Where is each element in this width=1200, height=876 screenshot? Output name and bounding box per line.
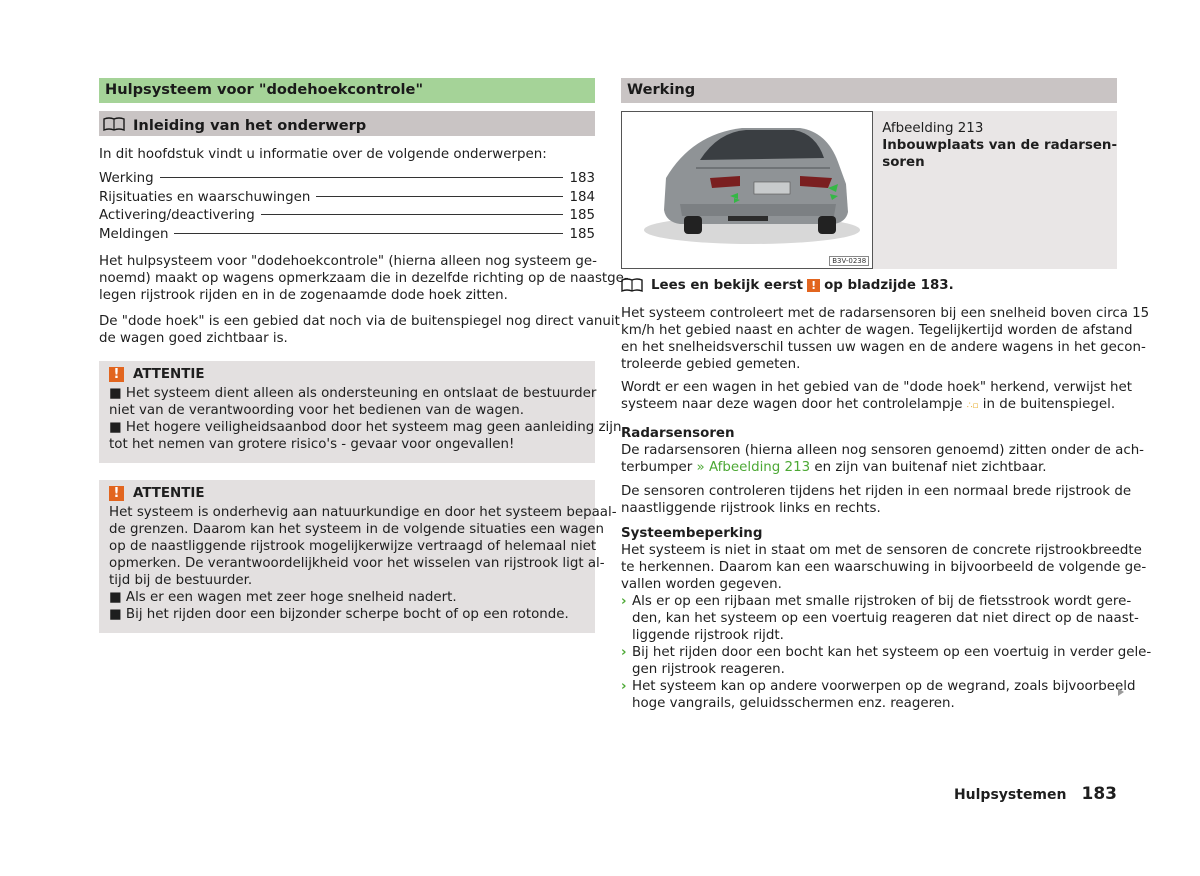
- subsection-title: Inleiding van het onderwerp: [133, 116, 367, 134]
- toc-item[interactable]: [99, 207, 595, 226]
- intro-paragraph: [99, 253, 629, 304]
- figure-code: B3V-0238: [829, 256, 869, 266]
- chevron-right-icon: ›: [621, 679, 627, 694]
- limits-paragraph: [621, 542, 1147, 593]
- text-line: Het systeem is onderhevig aan natuurkundige en door het systeem bepaal-: [109, 505, 617, 520]
- text-line: vallen worden gegeven.: [621, 577, 782, 592]
- toc-leader: [261, 214, 564, 215]
- toc-item[interactable]: [99, 170, 595, 189]
- figure: [621, 111, 1117, 269]
- limits-list: [621, 593, 1152, 712]
- warning-header: [109, 366, 585, 382]
- text-line: naastliggende rijstrook links en rechts.: [621, 501, 881, 516]
- footer-section: Hulpsystemen: [953, 787, 1067, 803]
- list-item: [621, 644, 1152, 678]
- text-line: legen rijstrook rijden en in de zogenaamde dode hoek zitten.: [99, 288, 508, 303]
- text-line: ■ Bij het rijden door een bijzonder scherpe bocht of op een rotonde.: [109, 607, 569, 622]
- list-item-text: [632, 644, 1151, 678]
- blind-spot-paragraph: [99, 313, 620, 347]
- text-line: ■ Als er een wagen met zeer hoge snelheid nadert.: [109, 590, 457, 605]
- radar-paragraph: [621, 442, 1145, 476]
- car-illustration: [622, 112, 873, 268]
- text-line: ■ Het hogere veiligheidsaanbod door het systeem mag geen aanleiding zijn: [109, 420, 622, 435]
- toc-page: 185: [569, 208, 595, 223]
- figure-label: Afbeelding 213: [882, 121, 984, 136]
- see-first-page: op bladzijde 183.: [824, 278, 954, 293]
- section-title: Werking: [621, 78, 1117, 103]
- text-fragment: en zijn van buitenaf niet zichtbaar.: [814, 460, 1047, 475]
- text-line: De "dode hoek" is een gebied dat noch via de buitenspiegel nog direct vanuit: [99, 314, 620, 329]
- text-line: liggende rijstrook rijdt.: [632, 628, 784, 643]
- figure-caption: [873, 111, 1117, 269]
- radar-heading: Radarsensoren: [621, 426, 735, 441]
- warning-title: ATTENTIE: [133, 485, 205, 501]
- warning-body: [109, 504, 617, 623]
- book-icon: [621, 278, 643, 292]
- toc-leader: [316, 196, 563, 197]
- chevron-right-icon: ›: [621, 594, 627, 609]
- text-line: km/h het gebied naast en achter de wagen. Tegelijkertijd worden de afstand: [621, 323, 1133, 338]
- sensors-paragraph: [621, 483, 1132, 517]
- chevron-right-icon: ›: [621, 645, 627, 660]
- toc-leader: [174, 233, 563, 234]
- text-line: Het hulpsysteem voor "dodehoekcontrole" (hierna alleen nog systeem ge-: [99, 254, 597, 269]
- text-line: opmerken. De verantwoordelijkheid voor het wisselen van rijstrook ligt al-: [109, 556, 605, 571]
- right-column: [621, 78, 1152, 712]
- text-line: tot het nemen van grotere risico's - gevaar voor ongevallen!: [109, 437, 515, 452]
- text-line: op de naastliggende rijstrook mogelijkerwijze vertraagd of helemaal niet: [109, 539, 597, 554]
- detection-paragraph: [621, 379, 1133, 415]
- toc-page: 184: [569, 189, 595, 205]
- text-line: Het systeem kan op andere voorwerpen op de wegrand, zoals bijvoorbeeld: [632, 679, 1136, 694]
- text-line: gen rijstrook reageren.: [632, 662, 785, 677]
- text-line: den, kan het systeem op een voertuig reageren dat niet direct op de naast-: [632, 611, 1139, 626]
- list-item: [621, 593, 1139, 644]
- warning-box: [99, 361, 622, 463]
- operation-paragraph: [621, 305, 1150, 373]
- car-rear-image: [621, 111, 873, 269]
- text-line: soren: [882, 155, 925, 170]
- section-title: Hulpsysteem voor "dodehoekcontrole": [99, 78, 595, 103]
- subsection-header: [99, 111, 595, 136]
- limits-heading: Systeembeperking: [621, 526, 763, 541]
- toc-page: 185: [569, 226, 595, 242]
- text-line: [621, 396, 1117, 415]
- text-line: niet van de verantwoording voor het bedienen van de wagen.: [109, 403, 524, 418]
- text-line: ■ Het systeem dient alleen als ondersteuning en ontslaat de bestuurder: [109, 386, 597, 401]
- toc-leader: [160, 177, 564, 178]
- text-line: noemd) maakt op wagens opmerkzaam die in dezelfde richting op de naastge-: [99, 271, 629, 286]
- page-footer: [953, 784, 1117, 804]
- next-page-arrow-icon[interactable]: [1118, 688, 1124, 696]
- warning-body: [109, 385, 622, 453]
- warning-icon: [109, 486, 124, 501]
- text-line: De radarsensoren (hierna alleen nog sensoren genoemd) zitten onder de ach-: [621, 443, 1145, 458]
- text-line: Bij het rijden door een bocht kan het systeem op een voertuig in verder gele-: [632, 645, 1152, 660]
- book-icon: [103, 117, 125, 131]
- toc-item[interactable]: [99, 226, 595, 245]
- text-line: de wagen goed zichtbaar is.: [99, 331, 288, 346]
- left-column: [99, 78, 629, 633]
- text-fragment: in de buitenspiegel.: [982, 397, 1116, 412]
- text-line: de grenzen. Daarom kan het systeem in de volgende situaties een wagen: [109, 522, 604, 537]
- text-line: Het systeem controleert met de radarsensoren bij een snelheid boven circa 15: [621, 306, 1150, 321]
- text-line: Het systeem is niet in staat om met de sensoren de concrete rijstrookbreedte: [621, 543, 1142, 558]
- see-first-text: Lees en bekijk eerst: [651, 278, 804, 293]
- warning-header: [109, 485, 585, 501]
- text-line: tijd bij de bestuurder.: [109, 573, 253, 588]
- text-line: en het snelheidsverschil tussen uw wagen en de andere wagens in het gecon-: [621, 340, 1146, 355]
- text-line: te herkennen. Daarom kan een waarschuwing in bijvoorbeeld de volgende ge-: [621, 560, 1147, 575]
- toc-label: Rijsituaties en waarschuwingen: [99, 189, 311, 205]
- figure-link[interactable]: » Afbeelding 213: [696, 460, 811, 475]
- text-line: Wordt er een wagen in het gebied van de "dode hoek" herkend, verwijst het: [621, 380, 1133, 395]
- list-item: [621, 678, 1136, 712]
- warning-box: [99, 480, 617, 633]
- text-line: Als er op een rijbaan met smalle rijstroken of bij de fietsstrook wordt gere-: [632, 594, 1132, 609]
- see-first-note: [621, 277, 1117, 294]
- text-fragment: terbumper: [621, 460, 693, 475]
- text-fragment: systeem naar deze wagen door het controlelampje: [621, 397, 963, 412]
- warning-icon[interactable]: [807, 279, 820, 292]
- figure-title: [882, 137, 1117, 171]
- list-item-text: [632, 593, 1139, 644]
- text-line: Inbouwplaats van de radarsen-: [882, 138, 1117, 153]
- text-line: troleerde gebied gemeten.: [621, 357, 801, 372]
- warning-lamp-icon: ∴▫: [966, 401, 979, 411]
- toc-label: Meldingen: [99, 226, 169, 242]
- list-item-text: [632, 678, 1135, 712]
- text-line: [621, 459, 1117, 476]
- table-of-contents: [99, 170, 595, 244]
- text-line: De sensoren controleren tijdens het rijden in een normaal brede rijstrook de: [621, 484, 1132, 499]
- toc-label: Werking: [99, 171, 154, 186]
- intro-text: In dit hoofdstuk vindt u informatie over de volgende onderwerpen:: [99, 147, 547, 162]
- toc-item[interactable]: [99, 189, 595, 208]
- toc-label: Activering/deactivering: [99, 208, 255, 223]
- text-line: hoge vangrails, geluidsschermen enz. reageren.: [632, 696, 955, 711]
- warning-icon: [109, 367, 124, 382]
- toc-page: 183: [569, 171, 595, 186]
- page-number: 183: [1081, 784, 1117, 804]
- warning-title: ATTENTIE: [133, 366, 205, 382]
